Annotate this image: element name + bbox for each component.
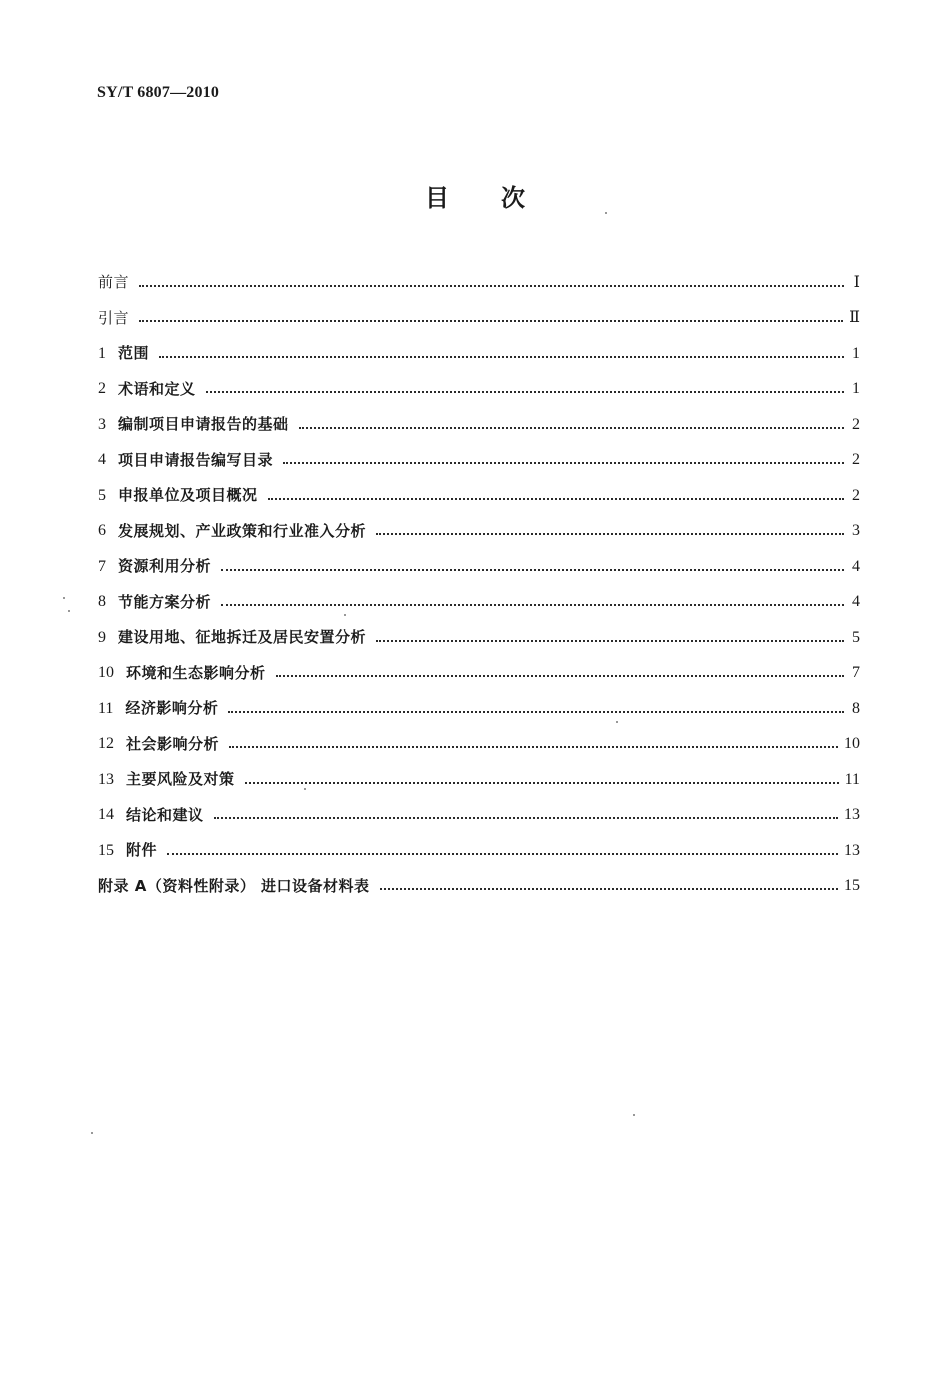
toc-entry[interactable]: [98, 869, 860, 905]
toc-entry-number: 15: [98, 841, 114, 859]
toc-entry-label: 主要风险及对策: [126, 770, 235, 789]
toc-entry[interactable]: [98, 265, 860, 301]
dot-leader: [139, 320, 843, 322]
toc-entry-number: 7: [98, 557, 106, 575]
toc-entry-label: 范围: [118, 344, 150, 363]
toc-entry-page: 2: [852, 415, 860, 433]
toc-entry[interactable]: [98, 727, 860, 763]
toc-entry-page: 7: [852, 664, 860, 682]
toc-entry-label: 附件: [126, 841, 158, 860]
dot-leader: [245, 782, 839, 784]
toc-entry-page: 11: [844, 770, 860, 788]
dot-leader: [159, 356, 844, 358]
toc-entry-label: 节能方案分析: [118, 592, 212, 611]
toc-entry-page: 3: [852, 522, 860, 540]
toc-entry[interactable]: [98, 833, 860, 869]
toc-entry-number: 3: [98, 415, 106, 433]
toc-entry-number: 14: [98, 806, 114, 824]
toc-entry[interactable]: [98, 301, 860, 337]
toc-entry-number: 12: [98, 735, 114, 753]
dot-leader: [376, 533, 844, 535]
toc-entry[interactable]: [98, 407, 860, 443]
toc-entry-label: 申报单位及项目概况: [118, 486, 258, 505]
toc-entry-label: 经济影响分析: [125, 699, 219, 718]
dot-leader: [206, 391, 844, 393]
toc-entry-label: 建设用地、征地拆迁及居民安置分析: [118, 628, 367, 647]
toc-entry[interactable]: [98, 691, 860, 727]
toc-entry-label: 附录 A（资料性附录） 进口设备材料表: [98, 876, 370, 895]
toc-entry-page: 1: [852, 344, 860, 362]
scan-speck: [344, 614, 346, 616]
toc-entry-label: 术语和定义: [118, 379, 196, 398]
scan-speck: [91, 1132, 93, 1134]
toc-entry-page: 4: [852, 557, 860, 575]
dot-leader: [214, 817, 838, 819]
toc-entry-page: Ⅱ: [849, 309, 860, 327]
dot-leader: [167, 853, 838, 855]
toc-entry-number: 8: [98, 593, 106, 611]
toc-entry[interactable]: [98, 798, 860, 834]
toc-entry-label: 结论和建议: [126, 805, 204, 824]
toc-entry-page: 2: [852, 486, 860, 504]
toc-entry-page: 8: [852, 699, 860, 717]
dot-leader: [376, 640, 844, 642]
toc-entry-page: 13: [844, 806, 860, 824]
dot-leader: [268, 498, 844, 500]
toc-entry-number: 13: [98, 770, 114, 788]
toc-entry-label: 项目申请报告编写目录: [118, 450, 274, 469]
toc-entry-number: 5: [98, 486, 106, 504]
toc-entry-label: 社会影响分析: [126, 734, 220, 753]
scan-speck: [304, 788, 306, 790]
toc-entry[interactable]: [98, 620, 860, 656]
scan-speck: [633, 1114, 635, 1116]
toc-entry-page: 2: [852, 451, 860, 469]
toc-entry-number: 6: [98, 522, 106, 540]
toc-entry-number: 11: [98, 699, 114, 717]
toc-entry-number: 1: [98, 344, 106, 362]
toc-entry-number: 10: [98, 664, 114, 682]
scan-speck: [616, 721, 618, 723]
scan-speck: [68, 610, 70, 612]
toc-entry-label: 环境和生态影响分析: [126, 663, 266, 682]
toc-entry-page: Ⅰ: [853, 273, 860, 291]
toc-entry[interactable]: [98, 372, 860, 408]
toc-entry-label: 前言: [98, 273, 130, 292]
dot-leader: [221, 569, 844, 571]
scan-speck: [63, 597, 65, 599]
scan-speck: [605, 212, 607, 214]
dot-leader: [229, 746, 838, 748]
dot-leader: [139, 285, 844, 287]
toc-entry-page: 13: [844, 841, 860, 859]
title-char-1: 目: [425, 184, 449, 212]
toc-entry-label: 编制项目申请报告的基础: [118, 415, 289, 434]
dot-leader: [283, 462, 844, 464]
dot-leader: [299, 427, 844, 429]
toc-entry-page: 1: [852, 380, 860, 398]
table-of-contents: [98, 265, 860, 904]
toc-entry-page: 15: [844, 877, 860, 895]
toc-entry-label: 资源利用分析: [118, 557, 212, 576]
toc-entry-label: 引言: [98, 308, 130, 327]
title-char-2: 次: [501, 184, 525, 212]
toc-entry-number: 2: [98, 380, 106, 398]
dot-leader: [221, 604, 844, 606]
toc-entry[interactable]: [98, 762, 860, 798]
toc-entry[interactable]: [98, 585, 860, 621]
dot-leader: [276, 675, 844, 677]
toc-entry-label: 发展规划、产业政策和行业准入分析: [118, 521, 367, 540]
toc-entry-number: 4: [98, 451, 106, 469]
toc-entry[interactable]: [98, 656, 860, 692]
toc-entry-page: 10: [844, 735, 860, 753]
dot-leader: [380, 888, 838, 890]
toc-entry[interactable]: [98, 549, 860, 585]
toc-entry[interactable]: [98, 478, 860, 514]
toc-entry-page: 5: [852, 628, 860, 646]
toc-entry[interactable]: [98, 514, 860, 550]
toc-entry[interactable]: [98, 443, 860, 479]
toc-entry[interactable]: [98, 336, 860, 372]
dot-leader: [228, 711, 844, 713]
page-title: [0, 178, 950, 213]
toc-entry-page: 4: [852, 593, 860, 611]
toc-entry-number: 9: [98, 628, 106, 646]
standard-code: SY/T 6807—2010: [97, 84, 220, 101]
